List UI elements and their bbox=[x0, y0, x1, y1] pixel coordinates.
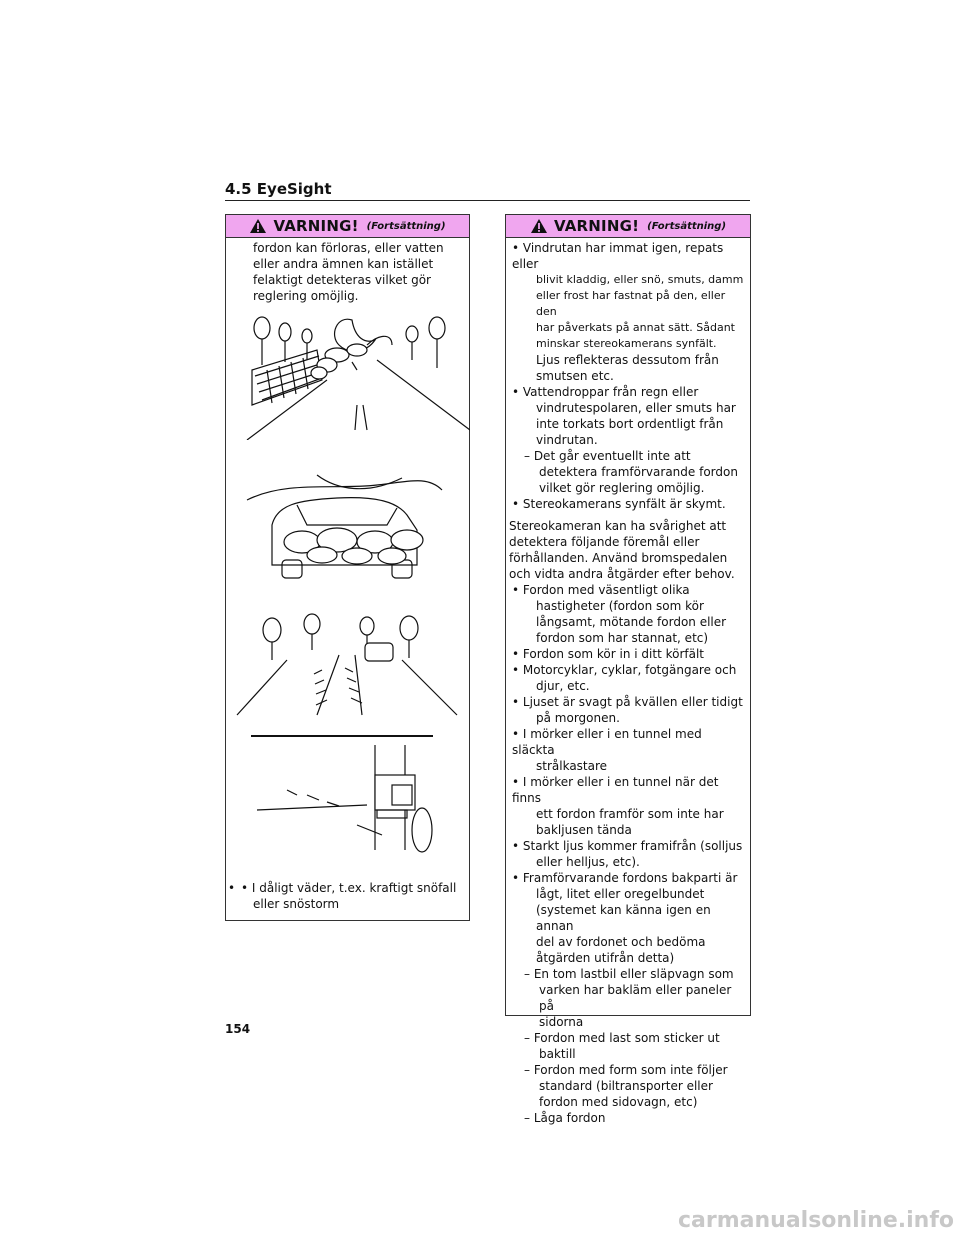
warning-panel-right bbox=[505, 214, 751, 1125]
text-line: eller helljus, etc). bbox=[536, 855, 640, 869]
text-line: • Vindrutan har immat igen, repats eller bbox=[512, 241, 724, 271]
text-line: baktill bbox=[539, 1047, 576, 1061]
text-line: Ljus reflekteras dessutom från bbox=[536, 353, 719, 367]
illustration-tracked-road bbox=[227, 610, 470, 720]
paragraph-line: förhållanden. Använd bromspedalen bbox=[509, 551, 728, 565]
section-header: 4.5 EyeSight bbox=[225, 180, 750, 201]
warning-title: VARNING! bbox=[273, 217, 359, 235]
text-line: – Fordon med form som inte följer bbox=[524, 1063, 728, 1077]
text-line: reglering omöjlig. bbox=[253, 289, 359, 303]
text-line: bakljusen tända bbox=[536, 823, 632, 837]
warning-triangle-icon bbox=[249, 218, 267, 234]
text-line: minskar stereokamerans synfält. bbox=[536, 337, 717, 350]
paragraph-line: Stereokameran kan ha svårighet att bbox=[509, 519, 727, 533]
text-line: • Starkt ljus kommer framifrån (solljus bbox=[512, 839, 743, 853]
text-line: • I mörker eller i en tunnel när det finns bbox=[512, 775, 719, 805]
warning-header bbox=[226, 215, 469, 238]
text-line: eller frost har fastnat på den, eller den bbox=[536, 289, 726, 318]
text-line: långsamt, mötande fordon eller bbox=[536, 615, 727, 629]
text-line: • Stereokamerans synfält är skymt. bbox=[512, 497, 726, 511]
warning-continuation: (Fortsättning) bbox=[647, 220, 727, 232]
text-line: smutsen etc. bbox=[536, 369, 614, 383]
illustration-truck-rear bbox=[227, 740, 470, 855]
text-line: fordon med sidovagn, etc) bbox=[539, 1095, 698, 1109]
text-line: hastigheter (fordon som kör bbox=[536, 599, 704, 613]
text-line: inte torkats bort ordentligt från bbox=[536, 417, 724, 431]
text-line: • Ljuset är svagt på kvällen eller tidigt bbox=[512, 695, 743, 709]
text-line: djur, etc. bbox=[536, 679, 590, 693]
footer-watermark: carmanualsonline.info bbox=[678, 1208, 954, 1233]
text-line: vindrutespolaren, eller smuts har bbox=[536, 401, 736, 415]
text-line: • I mörker eller i en tunnel med släckta bbox=[512, 727, 702, 757]
text-line: vindrutan. bbox=[536, 433, 598, 447]
text-line: felaktigt detekteras vilket gör bbox=[253, 273, 431, 287]
text-line: åtgärden utifrån detta) bbox=[536, 951, 675, 965]
text-line: – En tom lastbil eller släpvagn som bbox=[524, 967, 734, 981]
text-line: på morgonen. bbox=[536, 711, 620, 725]
paragraph-line: detektera följande föremål eller bbox=[509, 535, 700, 549]
page-number: 154 bbox=[225, 1022, 251, 1036]
text-line: – Det går eventuellt inte att bbox=[524, 449, 691, 463]
warning-triangle-icon bbox=[530, 218, 548, 234]
illustration-snowy-road bbox=[227, 310, 470, 440]
text-line: (systemet kan känna igen en annan bbox=[536, 903, 711, 933]
text-line: • Framförvarande fordons bakparti är bbox=[512, 871, 738, 885]
illustration-car-spray bbox=[227, 470, 470, 585]
text-line: • Motorcyklar, cyklar, fotgängare och bbox=[512, 663, 737, 677]
text-line: fordon som har stannat, etc) bbox=[536, 631, 709, 645]
warning-panel-left bbox=[225, 214, 470, 921]
text-line: eller andra ämnen kan istället bbox=[253, 257, 434, 271]
text-line: lågt, litet eller oregelbundet bbox=[536, 887, 705, 901]
text-line: eller snöstorm bbox=[253, 897, 340, 911]
text-line: strålkastare bbox=[536, 759, 608, 773]
text-line: • Vattendroppar från regn eller bbox=[512, 385, 699, 399]
text-line: standard (biltransporter eller bbox=[539, 1079, 713, 1093]
warning-header bbox=[506, 215, 750, 238]
paragraph-line: och vidta andra åtgärder efter behov. bbox=[509, 567, 735, 581]
text-line: – Fordon med last som sticker ut bbox=[524, 1031, 720, 1045]
text-line: vilket gör reglering omöjlig. bbox=[539, 481, 705, 495]
illustration-divider bbox=[251, 735, 433, 737]
text-line: • Fordon som kör in i ditt körfält bbox=[512, 647, 705, 661]
text-line: har påverkats på annat sätt. Sådant bbox=[536, 321, 735, 334]
text-line: del av fordonet och bedöma bbox=[536, 935, 706, 949]
text-line: – Låga fordon bbox=[524, 1111, 606, 1125]
warning-title: VARNING! bbox=[553, 217, 640, 235]
text-line: sidorna bbox=[539, 1015, 584, 1029]
text-line: detektera framförvarande fordon bbox=[539, 465, 738, 479]
text-line: ett fordon framför som inte har bbox=[536, 807, 724, 821]
text-line: blivit kladdig, eller snö, smuts, damm bbox=[536, 273, 744, 286]
warning-continuation: (Fortsättning) bbox=[366, 220, 446, 232]
text-line: varken har bakläm eller paneler på bbox=[539, 983, 732, 1013]
text-line: fordon kan förloras, eller vatten bbox=[253, 241, 444, 255]
text-line: • • I dåligt väder, t.ex. kraftigt snöfall bbox=[226, 880, 469, 896]
text-line: • Fordon med väsentligt olika bbox=[512, 583, 690, 597]
